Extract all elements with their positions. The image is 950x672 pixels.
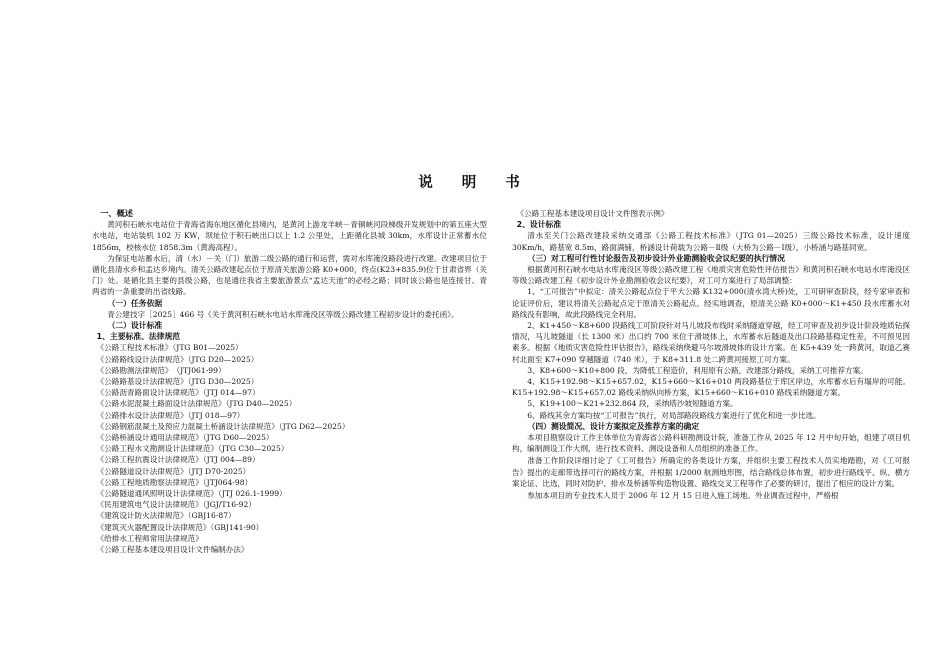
list-item: 《公路隧道设计法律规范》（JTJ D70-2025） <box>96 466 251 476</box>
list-item: 《公路勘测法律规范》 （JTJ061-99） <box>96 365 226 375</box>
list-item: 《给排水工程师常用法律规范》 <box>96 533 203 543</box>
subheading-design-standard: 2、设计标准 <box>516 220 562 230</box>
survey-paragraph-2: 准备工作阶段详细讨论了《工可报告》所确定的各类设计方案，并组织主要工程技术人员实地踏勘，对《工可报告》提出的走廊带选择可行的路线方案，并根据 1/2000 航测地形图，结合路线总体布置，初步进行路线平、纵、横方案论证、比选，同时对防护、排水及桥涵等构造物设置、路线交叉工程等作了必要的研讨，提出了相应的设计方案。 <box>512 456 910 488</box>
design-standard-paragraph: 清水至关门公路改建段采纳交通部《公路工程技术标准》（JTG 01—2025）三级公路技术标准，设计速度 30Km/h，路基宽 8.5m，路面满铺，桥涵设计荷载为公路－Ⅱ级（大桥为公路－Ⅰ级），小桥涵与路基同宽。 <box>512 231 910 252</box>
list-item: 《公路钢筋混凝土及预应力混凝土桥涵设计法律规范》（JTG D62—2025） <box>96 421 350 431</box>
execution-item-3: 3、K8+600～K10+800 段，为降低工程造价，利用原有公路，改建部分路线，采纳工可推荐方案。 <box>527 365 868 375</box>
subsection-heading-task-basis: （一）任务依据 <box>107 298 163 308</box>
standards-list <box>92 342 487 555</box>
section-heading-overview: 一、概述 <box>100 208 133 218</box>
list-item: 《公路水泥混凝土路面设计法律规范》（JTG D40—2025） <box>96 399 297 409</box>
list-item: 《建筑灭火器配置设计法律规范》（GBJ141-90） <box>96 522 264 532</box>
subsection-heading-survey: （四）测设简况、设计方案拟定及推荐方案的确定 <box>527 421 700 431</box>
survey-paragraph-3: 参加本项目的专业技术人员于 2006 年 12 月 15 日进入施工场地。外业调查过程中，严格根 <box>527 491 839 501</box>
list-item: 《公路沥青路面设计法律规范》（JTJ 014—97） <box>96 388 260 398</box>
list-item: 《公路排水设计法律规范》（JTJ 018—97） <box>96 410 245 420</box>
left-column <box>92 208 487 555</box>
execution-item-6: 6、路线其余方案均按“工可报告”执行，对局部路段路线方案进行了优化和进一步比选。 <box>527 410 821 420</box>
list-item: 《建筑设计防火法律规范》（GBJ16-87） <box>96 511 236 521</box>
subsection-heading-design-standards: （二）设计标准 <box>107 321 163 331</box>
survey-paragraph-1: 本项目勘察设计工作主体单位为青海省公路科研勘测设计院，准备工作从 2025 年 12 月中旬开始，组建了项目机构，编制测设工作大纲，进行技术资料、测设设备和人员组织的准备工作。 <box>512 433 910 454</box>
subheading-main-standards: 1、主要标准、法律规范 <box>96 332 181 342</box>
list-item: 《公路工程基本建设项目设计文件编制办法》 <box>96 545 249 555</box>
list-item: 《公路工程抗震设计法律规范》（JTJ 004—89） <box>96 455 260 465</box>
execution-item-2: 2、K1+450～K8+600 段路线工可阶段针对马儿坡段布线时采纳隧道穿越，经工可审查及初步设计阶段地质钻探情况，马儿坡隧道（长 1300 米）出口约 700 米位于滑坡体上，水库蓄水后隧道及出口段路基稳定性差，不可预见因素多。根据《地质灾害危险性评估报告》，路线采纳绕避马尔坡滑坡体的设计方案。在 K5+439 处一跨黄河，取道乙赛村北面至 K7+090 穿越隧道（740 米），于 K8+311.8 处二跨黄河接原工可方案。 <box>512 321 910 364</box>
subsection-heading-execution: （三）对工程可行性讨论报告及初步设计外业勘测验收会议纪要的执行情况 <box>527 253 785 263</box>
list-item: 《公路路基设计法律规范》（JTG D30—2025） <box>96 377 259 387</box>
list-item: 《公路路线设计法律规范》（JTG D20—2025） <box>96 354 259 364</box>
execution-item-1: 1、“工可报告”中拟定：清关公路起点位于平大公路 K132+000(清水湾大桥)处，工可研审查阶段，经专家审查和论证评价后，建议将清关公路起点定于原清关公路起点。经实地调查，原清关公路 K0+000～K1+450 段水库蓄水对路线没有影响，故此段路线完全利用。 <box>512 287 910 319</box>
overview-paragraph-1: 黄河积石峡水电站位于青海省海东地区循化县境内，是黄河上游龙羊峡－青铜峡河段梯级开发规划中的第五座大型水电站，电站装机 102 万 KW，坝址位于积石峡出口以上 1.2 公里处，上距循化县城 30km，水库设计正常蓄水位 1856m，校核水位 1858.3m（黄海高程）。 <box>92 220 487 252</box>
overview-paragraph-2: 为保证电站蓄水后，清（水）－关（门）旅游二级公路的通行和运营，需对水库淹没路段进行改建。改建项目位于循化县清水乡和孟达乡境内。清关公路改建起点位于原清关旅游公路 K0+000，终点(K23+835.9)位于甘肃省界（关门）处。是循化县主要的县级公路，也是通往我省主要旅游景点“孟达天池”的必经之路；同时该公路也是连接甘、青两省的一条重要的出省线路。 <box>92 253 487 297</box>
execution-item-4: 4、K15+192.98～K15+657.02，K15+660～K16+010 两段路基位于库区岸边，水库蓄水后有塌岸的可能。K15+192.98～K15+657.02 路线采纳纵向桥方案，K15+660～K16+010 路线采纳隧道方案。 <box>512 377 910 398</box>
list-item: 《民用建筑电气设计法律规范》（JGJ/T16-92） <box>96 500 256 510</box>
standards-list-continued-item: 《公路工程基本建设项目设计文件图表示例》 <box>516 209 669 218</box>
task-basis-paragraph: 青公建技字［2025］466 号《关于黄河积石峡水电站水库淹没区等级公路改建工程初步设计的委托函》。 <box>107 309 459 319</box>
right-column <box>512 208 910 501</box>
list-item: 《公路工程地质勘察法律规范》（JTJ064-98） <box>96 477 253 487</box>
list-item: 《公路隧道通风照明设计法律规范》（JTJ 026.1-1999） <box>96 489 287 499</box>
list-item: 《公路工程水文勘测设计法律规范》（JTG C30—2025） <box>96 444 289 454</box>
list-item: 《公路桥涵设计通用法律规范》（JTG D60—2025） <box>96 433 274 443</box>
execution-item-5: 5、K19+100～K21+232.864 段，采纳塔沙坡短隧道方案。 <box>527 399 738 409</box>
execution-paragraph: 根据黄河积石峡水电站水库淹没区等级公路改建工程《地质灾害危险性评估报告》和黄河积石峡水电站水库淹没区等级公路改建工程《初步设计外业勘测验收会议纪要》，对工可方案进行了局部调整： <box>512 265 910 286</box>
list-item: 《公路工程技术标准》（JTG B01—2025） <box>96 343 243 353</box>
page-title: 说 明 书 <box>418 175 532 191</box>
